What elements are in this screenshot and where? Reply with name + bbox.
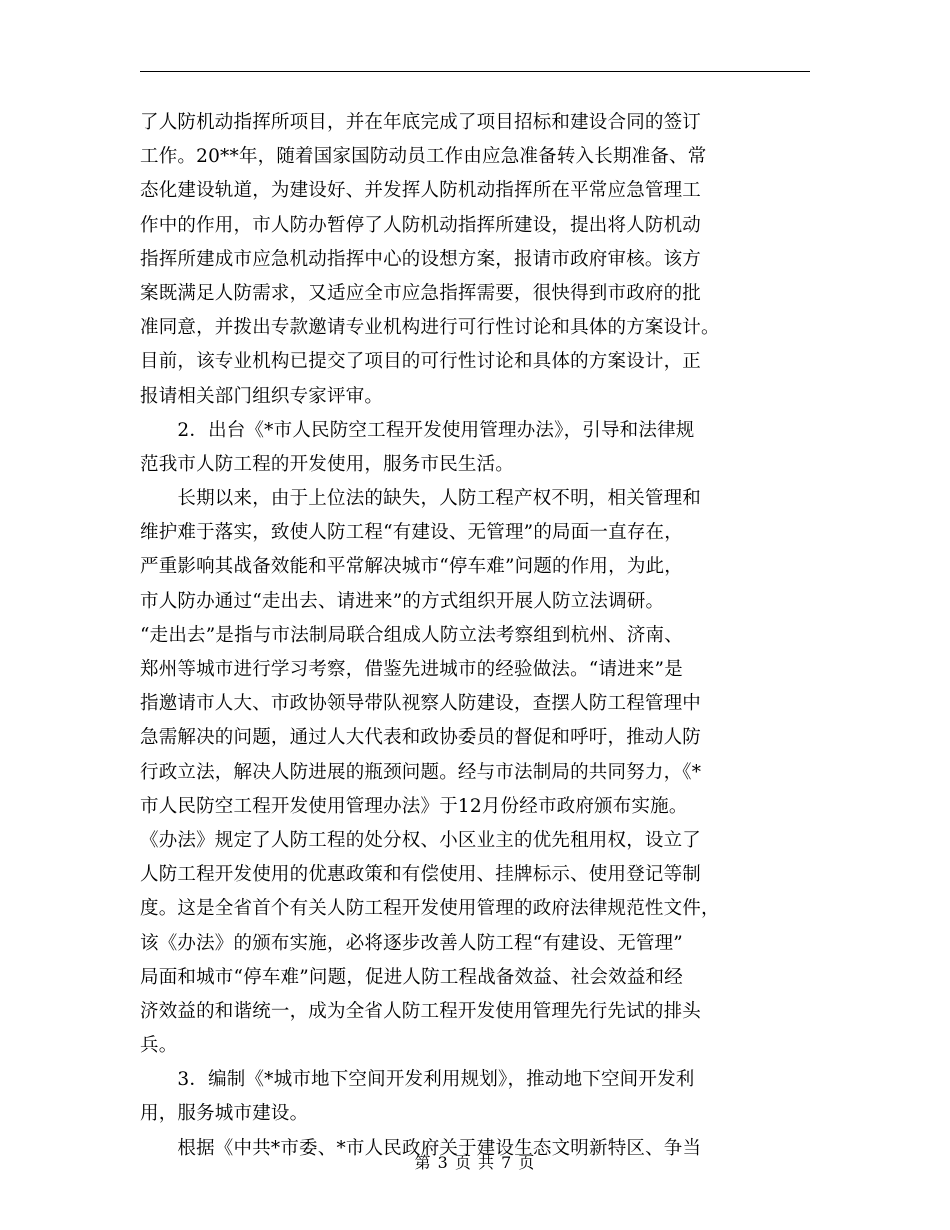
section-heading-line: 2．出台《*市人民防空工程开发使用管理办法》，引导和法律规 — [140, 419, 695, 441]
text-line: 报请相关部门组织专家评审。 — [140, 385, 384, 407]
text-line: 长期以来，由于上位法的缺失，人防工程产权不明，相关管理和 — [140, 488, 702, 510]
text-line: 指邀请市人大、市政协领导带队视察人防建设，查摆人防工程管理中 — [140, 693, 702, 715]
text-line: 准同意，并拨出专款邀请专业机构进行可行性讨论和具体的方案设计。 — [140, 317, 720, 339]
text-line: 案既满足人防需求，又适应全市应急指挥需要，很快得到市政府的批 — [140, 282, 702, 304]
text-line: 目前，该专业机构已提交了项目的可行性讨论和具体的方案设计，正 — [140, 351, 702, 373]
section-heading-line: 3．编制《*城市地下空间开发利用规划》，推动地下空间开发利 — [140, 1069, 695, 1091]
text-line: 行政立法，解决人防进展的瓶颈问题。经与市法制局的共同努力，《* — [140, 761, 702, 783]
text-line: 市人防办通过“走出去、请进来”的方式组织开展人防立法调研。 — [140, 590, 665, 612]
text-line: 急需解决的问题，通过人大代表和政协委员的督促和呼吁，推动人防 — [140, 727, 702, 749]
text-line: 态化建设轨道，为建设好、并发挥人防机动指挥所在平常应急管理工 — [140, 180, 702, 202]
section-heading-line: 范我市人防工程的开发使用，服务市民生活。 — [140, 453, 515, 475]
section-heading-line: 用，服务城市建设。 — [140, 1103, 309, 1125]
text-line: 作中的作用，市人防办暂停了人防机动指挥所建设，提出将人防机动 — [140, 214, 702, 236]
text-line: 局面和城市“停车难”问题，促进人防工程战备效益、社会效益和经 — [140, 966, 683, 988]
document-body — [140, 106, 812, 1166]
text-line: 市人民防空工程开发使用管理办法》于12月份经市政府颁布实施。 — [140, 795, 688, 817]
text-line: 该《办法》的颁布实施，必将逐步改善人防工程“有建设、无管理” — [140, 932, 683, 954]
text-line: 济效益的和谐统一，成为全省人防工程开发使用管理先行先试的排头 — [140, 1000, 702, 1022]
text-line: 指挥所建成市应急机动指挥中心的设想方案，报请市政府审核。该方 — [140, 248, 702, 270]
header-rule — [140, 71, 810, 72]
text-line: 了人防机动指挥所项目，并在年底完成了项目招标和建设合同的签订 — [140, 112, 702, 133]
text-line: 严重影响其战备效能和平常解决城市“停车难”问题的作用，为此， — [140, 556, 683, 578]
text-line: 郑州等城市进行学习考察，借鉴先进城市的经验做法。“请进来”是 — [140, 659, 683, 680]
text-line: 维护难于落实，致使人防工程“有建设、无管理”的局面一直存在， — [140, 522, 683, 544]
text-line: 根据《中共*市委、*市人民政府关于建设生态文明新特区、争当 — [140, 1137, 702, 1159]
page-number-footer: 第 3 页 共 7 页 — [414, 1153, 536, 1172]
text-line: 人防工程开发使用的优惠政策和有偿使用、挂牌标示、使用登记等制 — [140, 864, 702, 886]
text-line: 《办法》规定了人防工程的处分权、小区业主的优先租用权，设立了 — [140, 829, 702, 851]
text-line: 度。这是全省首个有关人防工程开发使用管理的政府法律规范性文件， — [140, 898, 720, 920]
text-line: “走出去”是指与市法制局联合组成人防立法考察组到杭州、济南、 — [140, 624, 683, 646]
text-line: 工作。20**年，随着国家国防动员工作由应急准备转入长期准备、常 — [140, 146, 707, 168]
text-line: 兵。 — [140, 1035, 178, 1057]
